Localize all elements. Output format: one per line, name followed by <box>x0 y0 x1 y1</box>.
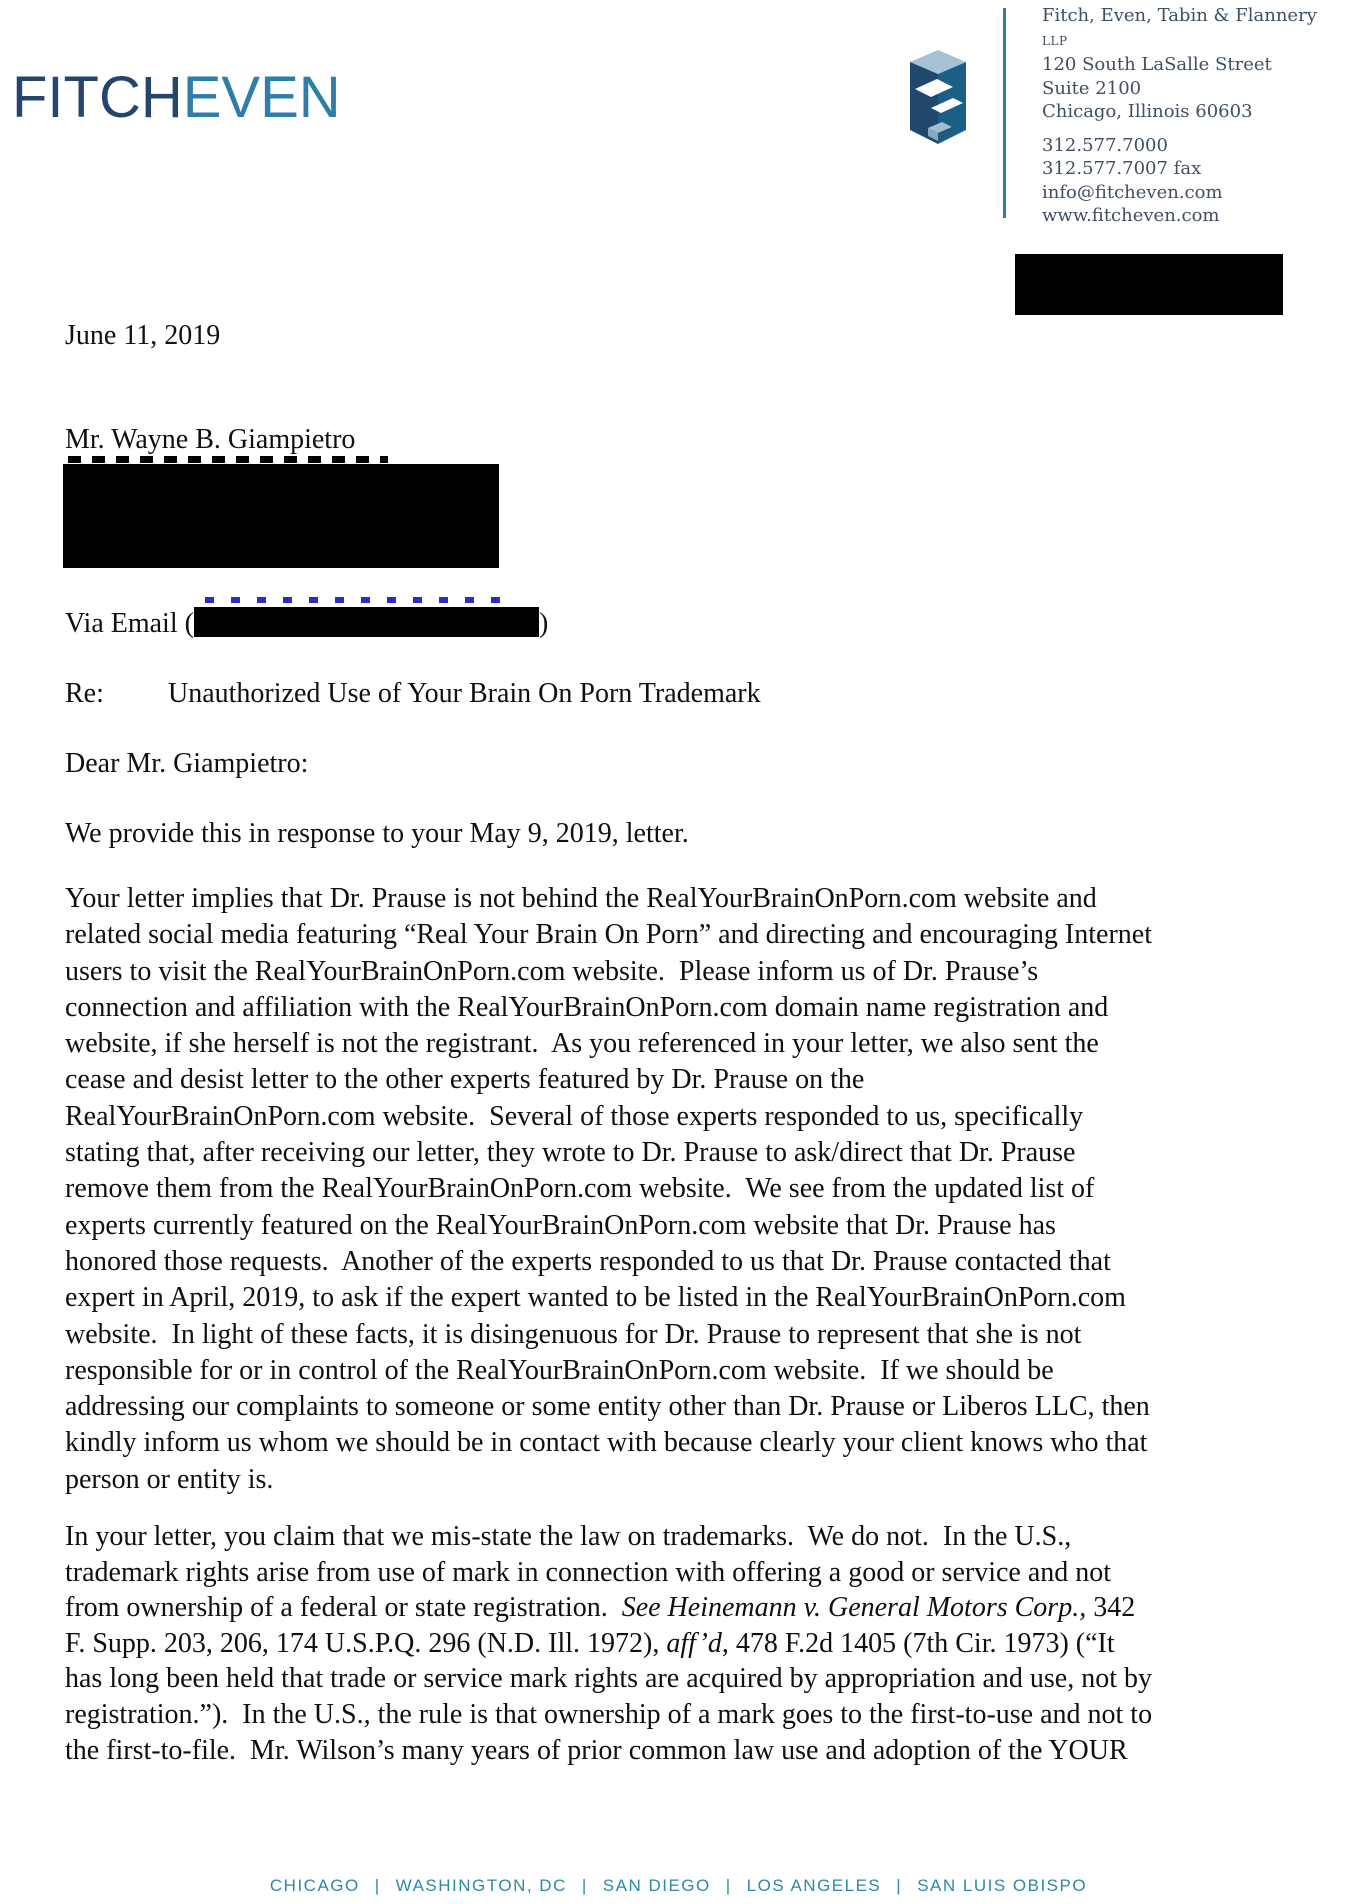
body-line: kindly inform us whom we should be in contact with because clearly your client knows who that <box>65 1427 1148 1459</box>
footer-separator: | <box>581 1876 588 1895</box>
body-line: registration.”). In the U.S., the rule is that ownership of a mark goes to the first-to-use and not to <box>65 1698 1153 1730</box>
footer-offices <box>0 1876 1357 1896</box>
re-label: Re: <box>65 678 104 709</box>
body-line: RealYourBrainOnPorn.com website. Several of those experts responded to us, specifically <box>65 1100 1084 1132</box>
body-paragraph-2 <box>65 1519 1152 1768</box>
body-line: F. Supp. 203, 206, 174 U.S.P.Q. 296 (N.D. Ill. 1972), aff’d, 478 F.2d 1405 (7th Cir. 1973) (“It <box>65 1627 1115 1659</box>
body-line: has long been held that trade or service mark rights are acquired by appropriation and use, not by <box>65 1663 1152 1695</box>
footer-separator: | <box>896 1876 903 1895</box>
body-line: from ownership of a federal or state registration. See Heinemann v. General Motors Corp., 342 <box>65 1592 1136 1624</box>
body-line: experts currently featured on the RealYourBrainOnPorn.com website that Dr. Prause has <box>65 1209 1056 1241</box>
firm-cube-logo-icon <box>900 48 976 146</box>
letterhead-divider <box>1003 8 1006 218</box>
via-email-line <box>65 602 548 640</box>
body-line: expert in April, 2019, to ask if the expert wanted to be listed in the RealYourBrainOnPorn.com <box>65 1282 1126 1314</box>
footer-city: LOS ANGELES <box>746 1876 882 1895</box>
body-line: addressing our complaints to someone or some entity other than Dr. Prause or Liberos LLC, then <box>65 1391 1150 1423</box>
firm-contact-line: www.fitcheven.com <box>1042 205 1220 226</box>
body-line: In your letter, you claim that we mis-state the law on trademarks. We do not. In the U.S., <box>65 1521 1072 1552</box>
re-subject: Unauthorized Use of Your Brain On Porn Trademark <box>168 678 761 709</box>
firm-name: Fitch, Even, Tabin & Flannery LLP <box>1042 5 1317 48</box>
body-line: person or entity is. <box>65 1463 274 1495</box>
footer-separator: | <box>725 1876 732 1895</box>
firm-contact-lines <box>1042 134 1342 228</box>
body-line: trademark rights arise from use of mark in connection with offering a good or service and not <box>65 1556 1112 1588</box>
redaction-box-reference <box>1015 254 1283 315</box>
body-line: website, if she herself is not the registrant. As you referenced in your letter, we also sent the <box>65 1028 1099 1060</box>
firm-address-line: 120 South LaSalle Street <box>1042 54 1272 75</box>
footer-city: CHICAGO <box>269 1876 360 1895</box>
firm-contact-line: info@fitcheven.com <box>1042 181 1223 203</box>
salutation: Dear Mr. Giampietro: <box>65 748 309 779</box>
firm-address-line: Suite 2100 <box>1042 77 1142 99</box>
body-line: users to visit the RealYourBrainOnPorn.com website. Please inform us of Dr. Prause’s <box>65 955 1039 987</box>
firm-wordmark <box>12 64 341 131</box>
body-line: honored those requests. Another of the experts responded to us that Dr. Prause contacted that <box>65 1245 1111 1277</box>
recipient-name: Mr. Wayne B. Giampietro <box>65 424 356 455</box>
body-line: the first-to-file. Mr. Wilson’s many years of prior common law use and adoption of the YOUR <box>65 1734 1128 1766</box>
firm-address-lines <box>1042 53 1342 124</box>
via-email-suffix: ) <box>538 608 549 639</box>
footer-city: SAN LUIS OBISPO <box>917 1876 1088 1895</box>
footer-city: WASHINGTON, DC <box>395 1876 567 1895</box>
firm-suffix: LLP <box>1042 33 1068 48</box>
body-paragraph-1 <box>65 881 1152 1498</box>
firm-address-block <box>1042 4 1342 228</box>
firm-address-line: Chicago, Illinois 60603 <box>1042 101 1253 122</box>
body-line: responsible for or in control of the RealYourBrainOnPorn.com website. If we should be <box>65 1354 1054 1386</box>
letter-date: June 11, 2019 <box>65 320 221 351</box>
firm-contact-line: 312.577.7007 fax <box>1042 158 1202 179</box>
footer-city: SAN DIEGO <box>602 1876 711 1895</box>
redaction-remnant <box>68 456 388 463</box>
body-line: website. In light of these facts, it is disingenuous for Dr. Prause to represent that she is not <box>65 1318 1082 1350</box>
body-line: Your letter implies that Dr. Prause is not behind the RealYourBrainOnPorn.com website and <box>65 883 1097 914</box>
re-line <box>65 678 761 710</box>
firm-contact-line: 312.577.7000 <box>1042 134 1168 156</box>
body-line: cease and desist letter to the other experts featured by Dr. Prause on the <box>65 1064 865 1096</box>
body-line: remove them from the RealYourBrainOnPorn.com website. We see from the updated list of <box>65 1173 1095 1205</box>
via-email-prefix: Via Email ( <box>65 608 194 639</box>
firm-wordmark-fitch: FITCH <box>12 65 183 130</box>
footer-separator: | <box>374 1876 381 1895</box>
firm-wordmark-even: EVEN <box>182 65 341 130</box>
redaction-box-recipient-address <box>63 464 499 568</box>
body-line: related social media featuring “Real Your Brain On Porn” and directing and encouraging Internet <box>65 919 1152 951</box>
body-line: stating that, after receiving our letter, they wrote to Dr. Prause to ask/direct that Dr. Prause <box>65 1137 1076 1169</box>
email-redaction-bar <box>194 607 539 637</box>
intro-line: We provide this in response to your May 9, 2019, letter. <box>65 818 689 849</box>
body-line: connection and affiliation with the RealYourBrainOnPorn.com domain name registration and <box>65 991 1109 1023</box>
